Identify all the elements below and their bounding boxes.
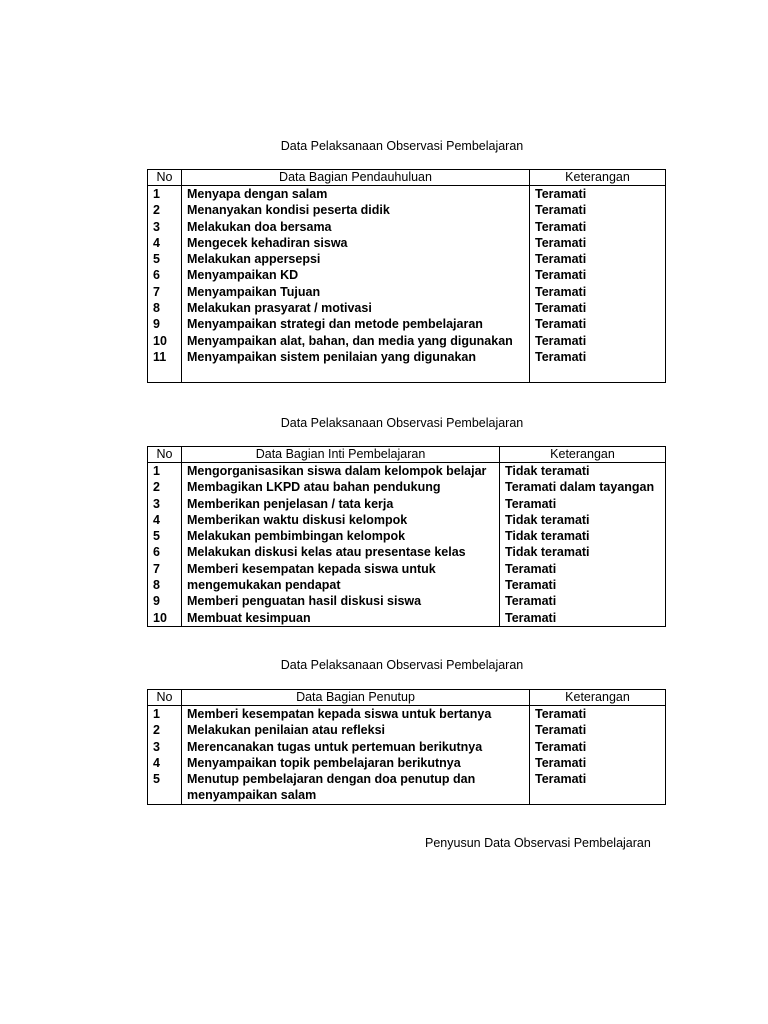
cell-activity: Melakukan pembimbingan kelompok (182, 528, 500, 544)
header-data: Data Bagian Penutup (182, 690, 530, 706)
table-row (148, 463, 666, 480)
cell-activity: Merencanakan tugas untuk pertemuan berikutnya (182, 739, 530, 755)
table-row (148, 333, 666, 349)
cell-activity: Melakukan doa bersama (182, 219, 530, 235)
header-no: No (148, 690, 182, 706)
cell-activity: Menyampaikan alat, bahan, dan media yang digunakan (182, 333, 530, 349)
table-header-row (148, 447, 666, 463)
cell-no: 9 (148, 316, 182, 332)
cell-activity: Memberikan waktu diskusi kelompok (182, 512, 500, 528)
table-row (148, 235, 666, 251)
cell-activity: Memberi penguatan hasil diskusi siswa (182, 593, 500, 609)
cell-activity: mengemukakan pendapat (182, 577, 500, 593)
cell-status: Teramati (530, 771, 666, 787)
table-row (148, 739, 666, 755)
header-no: No (148, 170, 182, 186)
cell-status: Teramati (530, 267, 666, 283)
cell-activity: Menyampaikan topik pembelajaran berikutnya (182, 755, 530, 771)
cell-activity: Melakukan diskusi kelas atau presentase kelas (182, 544, 500, 560)
cell-activity: Memberi kesempatan kepada siswa untuk (182, 561, 500, 577)
header-data: Data Bagian Inti Pembelajaran (182, 447, 500, 463)
table-pendahuluan (147, 169, 666, 383)
cell-no: 5 (148, 251, 182, 267)
header-keterangan: Keterangan (530, 170, 666, 186)
table-penutup (147, 689, 666, 805)
cell-no: 8 (148, 300, 182, 316)
cell-activity: Melakukan prasyarat / motivasi (182, 300, 530, 316)
section-title-pendahuluan: Data Pelaksanaan Observasi Pembelajaran (280, 139, 524, 153)
cell-empty (182, 365, 530, 382)
table-row (148, 496, 666, 512)
table-header-row (148, 170, 666, 186)
header-keterangan: Keterangan (500, 447, 666, 463)
cell-status: Teramati (530, 706, 666, 723)
footer-signature-label: Penyusun Data Observasi Pembelajaran (425, 836, 651, 850)
cell-status: Teramati (530, 316, 666, 332)
cell-no: 2 (148, 479, 182, 495)
table-row (148, 251, 666, 267)
cell-activity: Melakukan penilaian atau refleksi (182, 722, 530, 738)
table-row (148, 544, 666, 560)
header-keterangan: Keterangan (530, 690, 666, 706)
header-no: No (148, 447, 182, 463)
cell-no: 11 (148, 349, 182, 365)
cell-activity: Membuat kesimpuan (182, 610, 500, 627)
cell-status (530, 787, 666, 804)
cell-status: Tidak teramati (500, 544, 666, 560)
cell-no: 3 (148, 219, 182, 235)
table-row (148, 706, 666, 723)
cell-no: 7 (148, 284, 182, 300)
cell-activity: Melakukan appersepsi (182, 251, 530, 267)
section-title-inti: Data Pelaksanaan Observasi Pembelajaran (280, 416, 524, 430)
header-data: Data Bagian Pendauhuluan (182, 170, 530, 186)
table-row (148, 284, 666, 300)
cell-activity: Menanyakan kondisi peserta didik (182, 202, 530, 218)
cell-no: 6 (148, 544, 182, 560)
cell-empty (530, 365, 666, 382)
cell-no: 6 (148, 267, 182, 283)
cell-no: 10 (148, 610, 182, 627)
table-row (148, 186, 666, 203)
cell-no: 2 (148, 202, 182, 218)
cell-status: Teramati (530, 235, 666, 251)
cell-status: Teramati (500, 577, 666, 593)
cell-activity: Menutup pembelajaran dengan doa penutup dan (182, 771, 530, 787)
cell-no: 10 (148, 333, 182, 349)
cell-no: 8 (148, 577, 182, 593)
cell-activity: Menyampaikan strategi dan metode pembelajaran (182, 316, 530, 332)
table-row (148, 267, 666, 283)
table-row (148, 593, 666, 609)
cell-no: 9 (148, 593, 182, 609)
table-row (148, 577, 666, 593)
cell-status: Teramati (530, 300, 666, 316)
cell-status: Teramati (530, 755, 666, 771)
cell-no: 1 (148, 706, 182, 723)
cell-no: 4 (148, 512, 182, 528)
table-row (148, 349, 666, 365)
table-row (148, 610, 666, 627)
cell-activity: menyampaikan salam (182, 787, 530, 804)
cell-no: 4 (148, 235, 182, 251)
table-row (148, 561, 666, 577)
cell-activity: Menyampaikan Tujuan (182, 284, 530, 300)
cell-no: 3 (148, 739, 182, 755)
table-padding-row (148, 365, 666, 382)
cell-activity: Memberi kesempatan kepada siswa untuk bertanya (182, 706, 530, 723)
cell-activity: Mengecek kehadiran siswa (182, 235, 530, 251)
cell-status: Teramati (530, 186, 666, 203)
cell-activity: Menyampaikan KD (182, 267, 530, 283)
cell-status: Teramati (530, 739, 666, 755)
cell-status: Teramati (530, 349, 666, 365)
cell-status: Teramati (530, 219, 666, 235)
cell-empty (148, 365, 182, 382)
cell-status: Tidak teramati (500, 528, 666, 544)
cell-activity: Menyampaikan sistem penilaian yang digunakan (182, 349, 530, 365)
cell-status: Teramati (500, 593, 666, 609)
cell-no (148, 787, 182, 804)
cell-status: Teramati dalam tayangan (500, 479, 666, 495)
cell-no: 3 (148, 496, 182, 512)
cell-status: Tidak teramati (500, 463, 666, 480)
cell-activity: Membagikan LKPD atau bahan pendukung (182, 479, 500, 495)
cell-activity: Mengorganisasikan siswa dalam kelompok belajar (182, 463, 500, 480)
table-header-row (148, 690, 666, 706)
cell-no: 7 (148, 561, 182, 577)
table-row (148, 202, 666, 218)
cell-status: Teramati (500, 610, 666, 627)
cell-activity: Menyapa dengan salam (182, 186, 530, 203)
cell-status: Teramati (530, 251, 666, 267)
cell-status: Teramati (530, 284, 666, 300)
section-title-penutup: Data Pelaksanaan Observasi Pembelajaran (280, 658, 524, 672)
table-row (148, 528, 666, 544)
cell-status: Tidak teramati (500, 512, 666, 528)
table-row (148, 300, 666, 316)
table-row (148, 771, 666, 787)
table-row (148, 787, 666, 804)
table-row (148, 219, 666, 235)
cell-status: Teramati (530, 202, 666, 218)
table-row (148, 512, 666, 528)
cell-status: Teramati (500, 496, 666, 512)
cell-no: 4 (148, 755, 182, 771)
table-row (148, 316, 666, 332)
cell-no: 5 (148, 771, 182, 787)
cell-no: 5 (148, 528, 182, 544)
cell-status: Teramati (500, 561, 666, 577)
cell-activity: Memberikan penjelasan / tata kerja (182, 496, 500, 512)
table-row (148, 755, 666, 771)
cell-no: 2 (148, 722, 182, 738)
cell-status: Teramati (530, 333, 666, 349)
cell-status: Teramati (530, 722, 666, 738)
cell-no: 1 (148, 186, 182, 203)
table-inti (147, 446, 666, 627)
table-row (148, 479, 666, 495)
cell-no: 1 (148, 463, 182, 480)
table-row (148, 722, 666, 738)
